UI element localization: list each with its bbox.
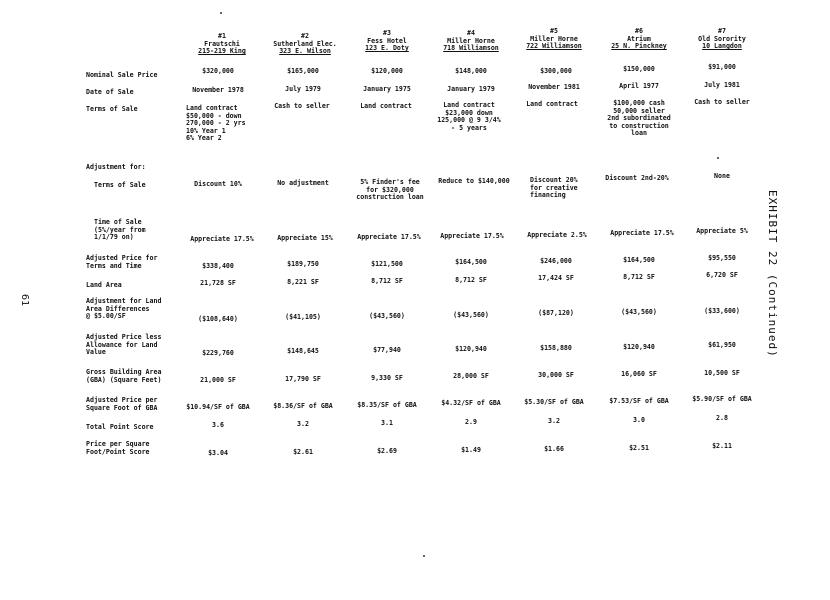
table-cell: $229,760 [202, 349, 234, 357]
column-header-4 [423, 30, 519, 53]
row-label-date-of-sale: Date of Sale [86, 88, 134, 96]
table-cell: $3.04 [208, 449, 228, 457]
table-cell: 21,000 SF [200, 376, 236, 384]
table-cell: Discount 2nd-20% [605, 174, 669, 182]
column-address: 10 Langdon [702, 42, 742, 51]
table-cell: $120,940 [455, 345, 487, 353]
table-cell: No adjustment [277, 179, 329, 187]
table-cell: Reduce to $140,000 [438, 177, 510, 185]
table-cell: 3.2 [297, 420, 309, 428]
table-cell: July 1981 [704, 81, 740, 89]
table-cell: 30,000 SF [538, 371, 574, 379]
row-label-land-area: Land Area [86, 281, 122, 289]
table-cell: $246,000 [540, 257, 572, 265]
table-cell: $121,500 [371, 260, 403, 268]
scan-speck [717, 157, 719, 159]
table-cell: 21,728 SF [200, 279, 236, 287]
row-label-time-of-sale: Time of Sale (5%/year from 1/1/79 on) [94, 218, 146, 242]
column-address: 718 Williamson [443, 44, 499, 53]
table-cell: $77,940 [373, 346, 401, 354]
table-cell: April 1977 [619, 82, 659, 90]
table-cell: $148,645 [287, 347, 319, 355]
row-label-adjusted-price-terms-time: Adjusted Price for Terms and Time [86, 254, 158, 270]
table-cell: $164,500 [455, 258, 487, 266]
table-cell: $5.90/SF of GBA [692, 395, 752, 403]
table-cell: ($43,560) [621, 308, 657, 316]
table-cell: $2.51 [629, 444, 649, 452]
table-cell: $164,500 [623, 256, 655, 264]
table-cell: November 1981 [528, 83, 580, 91]
column-name: Atrium [627, 34, 651, 43]
table-cell: $5.30/SF of GBA [524, 398, 584, 406]
table-cell: Appreciate 17.5% [610, 229, 674, 237]
table-cell: Appreciate 17.5% [357, 233, 421, 241]
table-cell: ($43,560) [453, 311, 489, 319]
table-cell: 2.9 [465, 418, 477, 426]
column-header-1 [174, 33, 270, 56]
column-name: Miller Horne [447, 36, 495, 45]
column-header-5 [506, 28, 602, 51]
table-cell: $100,000 cash 50,000 seller 2nd subordinated to construction loan [607, 99, 671, 138]
table-cell: $320,000 [202, 67, 234, 75]
table-cell: $91,000 [708, 63, 736, 71]
column-name: Frautschi [204, 39, 240, 48]
table-cell: $1.66 [544, 445, 564, 453]
table-cell: $165,000 [287, 67, 319, 75]
table-cell: 8,712 SF [623, 273, 655, 281]
table-cell: November 1978 [192, 86, 244, 94]
column-number: #4 [467, 29, 475, 37]
column-address: 25 N. Pinckney [611, 42, 667, 51]
column-name: Sutherland Elec. [273, 39, 337, 48]
page-number: 61 [19, 294, 30, 307]
column-address: 323 E. Wilson [279, 47, 331, 56]
table-cell: $189,750 [287, 260, 319, 268]
table-cell: 2.8 [716, 414, 728, 422]
scan-speck [220, 12, 222, 14]
table-cell: $300,000 [540, 67, 572, 75]
column-number: #6 [635, 27, 643, 35]
column-number: #2 [301, 32, 309, 40]
row-label-gross-building-area: Gross Building Area (GBA) (Square Feet) [86, 368, 162, 384]
table-cell: $95,550 [708, 254, 736, 262]
column-number: #7 [718, 27, 726, 35]
table-cell: $7.53/SF of GBA [609, 397, 669, 405]
table-cell: Land contract $23,000 down 125,000 @ 9 3/4% - 5 years [437, 101, 501, 132]
row-label-land-area-adjustment: Adjustment for Land Area Differences @ $5.00/SF [86, 297, 162, 321]
column-number: #3 [383, 29, 391, 37]
table-cell: ($33,600) [704, 307, 740, 315]
table-cell: 10,500 SF [704, 369, 740, 377]
exhibit-caption: EXHIBIT 22 (Continued) [766, 190, 779, 358]
column-name: Old Sorority [698, 34, 746, 43]
table-cell: January 1979 [447, 85, 495, 93]
column-address: 215-219 King [198, 47, 246, 56]
table-cell: ($108,640) [198, 315, 238, 323]
table-cell: $120,940 [623, 343, 655, 351]
table-cell: $120,000 [371, 67, 403, 75]
table-cell: $4.32/SF of GBA [441, 399, 501, 407]
table-cell: Land contract $50,000 - down 270,000 - 2 yrs 10% Year 1 6% Year 2 [186, 104, 246, 143]
table-cell: $148,000 [455, 67, 487, 75]
column-header-7 [674, 28, 770, 51]
row-label-price-per-sqft: Adjusted Price per Square Foot of GBA [86, 396, 158, 412]
table-cell: 6,720 SF [706, 271, 738, 279]
row-label-price-per-point: Price per Square Foot/Point Score [86, 440, 150, 456]
table-cell: $2.69 [377, 447, 397, 455]
column-number: #1 [218, 32, 226, 40]
table-cell: $338,400 [202, 262, 234, 270]
table-cell: $8.36/SF of GBA [273, 402, 333, 410]
table-cell: Discount 10% [194, 180, 242, 188]
table-cell: Appreciate 15% [277, 234, 333, 242]
table-cell: 3.1 [381, 419, 393, 427]
table-cell: 8,221 SF [287, 278, 319, 286]
table-cell: ($43,560) [369, 312, 405, 320]
table-cell: Appreciate 5% [696, 227, 748, 235]
table-cell: Cash to seller [274, 102, 330, 110]
table-cell: Appreciate 17.5% [190, 235, 254, 243]
row-label-terms-adjustment: Terms of Sale [94, 181, 146, 189]
table-cell: 3.0 [633, 416, 645, 424]
table-cell: July 1979 [285, 85, 321, 93]
table-cell: $10.94/SF of GBA [186, 403, 250, 411]
table-cell: $1.49 [461, 446, 481, 454]
row-label-nominal-sale-price: Nominal Sale Price [86, 71, 158, 79]
table-cell: Land contract [360, 102, 412, 110]
table-cell: $150,000 [623, 65, 655, 73]
table-cell: Appreciate 2.5% [527, 231, 587, 239]
table-cell: Cash to seller [694, 98, 750, 106]
table-cell: None [714, 172, 730, 180]
table-cell: $61,950 [708, 341, 736, 349]
table-cell: Appreciate 17.5% [440, 232, 504, 240]
table-cell: ($41,105) [285, 313, 321, 321]
table-cell: $158,880 [540, 344, 572, 352]
scan-speck [423, 555, 425, 557]
row-label-adjusted-price-less-land: Adjusted Price less Allowance for Land Value [86, 333, 162, 357]
table-cell: Land contract [526, 100, 578, 108]
table-cell: 9,330 SF [371, 374, 403, 382]
column-header-3 [339, 30, 435, 53]
column-name: Fess Hotel [367, 36, 407, 45]
table-cell: $2.61 [293, 448, 313, 456]
row-label-total-point-score: Total Point Score [86, 423, 154, 431]
table-cell: 5% Finder's fee for $320,000 construction loan [356, 178, 424, 202]
table-cell: 16,060 SF [621, 370, 657, 378]
table-cell: ($87,120) [538, 309, 574, 317]
column-name: Miller Horne [530, 34, 578, 43]
table-cell: $8.35/SF of GBA [357, 401, 417, 409]
column-header-6 [591, 28, 687, 51]
column-number: #5 [550, 27, 558, 35]
table-cell: 17,424 SF [538, 274, 574, 282]
table-cell: 17,790 SF [285, 375, 321, 383]
row-label-terms-of-sale: Terms of Sale [86, 105, 138, 113]
table-cell: January 1975 [363, 85, 411, 93]
column-address: 123 E. Doty [365, 44, 409, 53]
table-cell: Discount 20% for creative financing [530, 176, 578, 200]
column-address: 722 Williamson [526, 42, 582, 51]
table-cell: 3.2 [548, 417, 560, 425]
table-cell: 3.6 [212, 421, 224, 429]
table-cell: 8,712 SF [371, 277, 403, 285]
table-cell: 8,712 SF [455, 276, 487, 284]
row-label-adjustment-for: Adjustment for: [86, 163, 146, 171]
table-cell: $2.11 [712, 442, 732, 450]
table-cell: 28,000 SF [453, 372, 489, 380]
